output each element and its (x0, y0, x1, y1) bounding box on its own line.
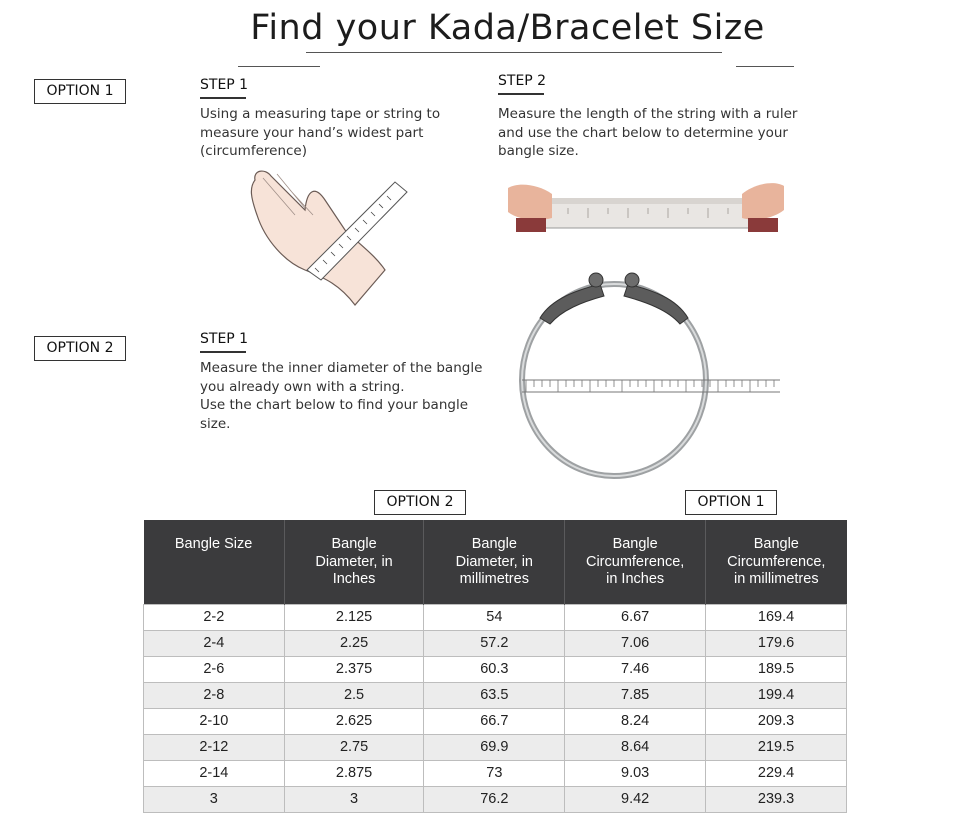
header-line: Bangle Size (174, 536, 253, 552)
table-row (144, 708, 847, 734)
text-line: Measure the length of the string with a ruler (498, 106, 798, 122)
table-cell: 69.9 (424, 734, 565, 760)
option1-step1-heading: STEP 1 (200, 77, 248, 99)
table-header-row (144, 520, 847, 604)
table-cell: 3 (284, 786, 424, 812)
text-line: you already own with a string. (200, 378, 405, 395)
hand-measuring-tape-illustration (235, 160, 415, 310)
table-option2-tag: OPTION 2 (374, 490, 466, 515)
table-cell: 7.06 (565, 630, 706, 656)
text-line: bangle size. (498, 143, 579, 159)
table-cell: 169.4 (706, 604, 847, 630)
table-cell: 199.4 (706, 682, 847, 708)
option2-step1-heading: STEP 1 (200, 331, 248, 353)
table-cell: 179.6 (706, 630, 847, 656)
option2-label: OPTION 2 (34, 336, 126, 361)
header-line: Bangle (612, 536, 658, 552)
table-cell: 8.64 (565, 734, 706, 760)
text-line: measure your hand’s widest part (200, 124, 424, 141)
table-cell: 2.5 (284, 682, 424, 708)
header-circumference-inches (565, 520, 706, 604)
table-cell: 219.5 (706, 734, 847, 760)
table-cell: 2-4 (144, 630, 285, 656)
ruler-illustration (508, 178, 784, 236)
table-cell: 66.7 (424, 708, 565, 734)
table-cell: 6.67 (565, 604, 706, 630)
table-cell: 2-6 (144, 656, 285, 682)
table-cell: 209.3 (706, 708, 847, 734)
table-cell: 189.5 (706, 656, 847, 682)
header-line: Bangle (753, 536, 799, 552)
header-line: Diameter, in (455, 553, 533, 570)
table-cell: 2.25 (284, 630, 424, 656)
option2-step1-text (200, 359, 482, 433)
option1-label: OPTION 1 (34, 79, 126, 104)
table-cell: 2.375 (284, 656, 424, 682)
header-line: Bangle (331, 536, 377, 552)
table-cell: 2.125 (284, 604, 424, 630)
header-line: Diameter, in (315, 553, 393, 570)
table-cell: 9.03 (565, 760, 706, 786)
table-option1-tag: OPTION 1 (685, 490, 777, 515)
elephant-head-left-icon (540, 273, 604, 324)
elephant-head-right-icon (624, 273, 688, 324)
table-row (144, 760, 847, 786)
bangle-size-table (143, 520, 847, 813)
table-cell: 73 (424, 760, 565, 786)
title-rule-center (306, 52, 722, 53)
header-line: Circumference, (585, 553, 685, 570)
table-cell: 2-8 (144, 682, 285, 708)
table-cell: 60.3 (424, 656, 565, 682)
table-cell: 2-10 (144, 708, 285, 734)
option1-step1-text (200, 105, 440, 161)
option1-step2-heading: STEP 2 (498, 73, 546, 95)
option1-step2-text (498, 105, 797, 161)
table-cell: 63.5 (424, 682, 565, 708)
text-line: (circumference) (200, 143, 307, 159)
table-cell: 3 (144, 786, 285, 812)
table-row (144, 630, 847, 656)
table-row (144, 786, 847, 812)
header-circumference-mm (706, 520, 847, 604)
header-line: Bangle (471, 536, 517, 552)
header-diameter-inches (284, 520, 424, 604)
table-cell: 2.75 (284, 734, 424, 760)
table-row (144, 734, 847, 760)
table-cell: 239.3 (706, 786, 847, 812)
title-rule-left (238, 66, 320, 67)
table-cell: 2-14 (144, 760, 285, 786)
text-line: Measure the inner diameter of the bangle (200, 360, 483, 376)
table-cell: 8.24 (565, 708, 706, 734)
title-rule-right (736, 66, 794, 67)
header-line: Circumference, (727, 553, 826, 570)
header-diameter-mm (424, 520, 565, 604)
table-cell: 2-2 (144, 604, 285, 630)
header-line: Inches (332, 571, 376, 587)
table-cell: 2.625 (284, 708, 424, 734)
text-line: size. (200, 415, 231, 432)
table-cell: 2.875 (284, 760, 424, 786)
table-cell: 7.46 (565, 656, 706, 682)
table-cell: 54 (424, 604, 565, 630)
text-line: Use the chart below to find your bangle (200, 397, 468, 413)
table-row (144, 604, 847, 630)
page-title: Find your Kada/Bracelet Size (250, 8, 765, 48)
header-line: in Inches (606, 571, 665, 587)
text-line: and use the chart below to determine your (498, 124, 788, 141)
table-cell: 7.85 (565, 682, 706, 708)
bangle-diameter-illustration (512, 262, 784, 480)
header-bangle-size (144, 520, 285, 604)
table-cell: 76.2 (424, 786, 565, 812)
table-row (144, 656, 847, 682)
header-line: millimetres (459, 571, 529, 587)
table-cell: 57.2 (424, 630, 565, 656)
header-line: in millimetres (733, 571, 819, 587)
table-cell: 229.4 (706, 760, 847, 786)
table-cell: 9.42 (565, 786, 706, 812)
table-cell: 2-12 (144, 734, 285, 760)
text-line: Using a measuring tape or string to (200, 106, 441, 122)
table-row (144, 682, 847, 708)
